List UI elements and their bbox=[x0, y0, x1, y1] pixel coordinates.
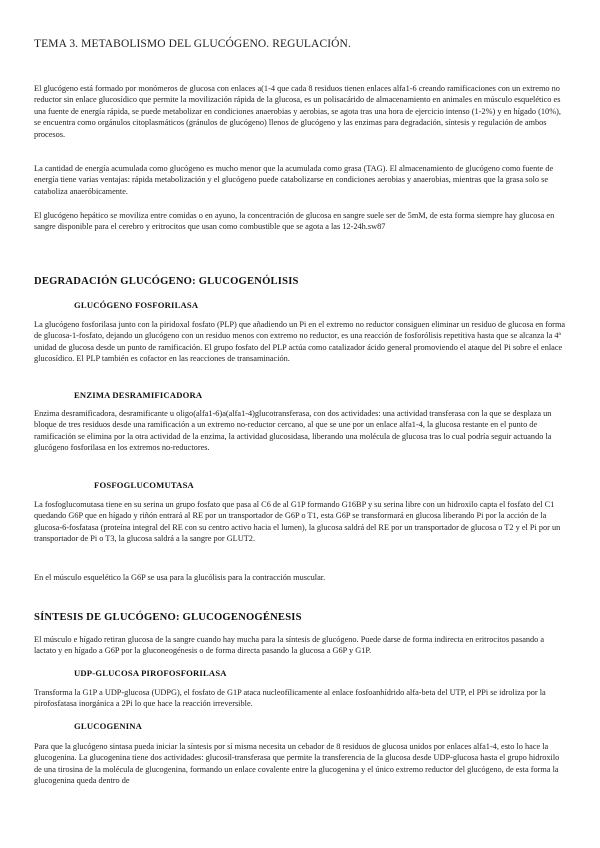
subheading-udp-glucosa-pirofosforilasa: UDP-GLUCOSA PIROFOSFORILASA bbox=[74, 668, 227, 678]
desramificadora-paragraph-wrap bbox=[34, 408, 566, 454]
fosforilasa-paragraph: La glucógeno fosforilasa junto con la piridoxal fosfato (PLP) que añadiendo un Pi en el extremo no reductor consiguen eliminar un residuo de glucosa en forma de glucosa-1-fosfato, dejando un glucógeno con un residuo menos con extremo no reductor, es una reacción de fosforólisis repetitiva hasta que se alcanza la 4ª unidad de glucosa desde un punto de ramificación. El grupo fosfato del PLP actúa como catalizador ácido general promoviendo el ataque del Pi sobre el enlace glucosídico. El PLP también es cofactor en las reacciones de transaminación. bbox=[34, 320, 566, 364]
udp-paragraph: Transforma la G1P a UDP-glucosa (UDPG), el fosfato de G1P ataca nucleofílicamente al enlace fosfoanhídrido alfa-beta del UTP, el PPi se idroliza por la pirofosfatasa inorgánica a 2Pi lo que hace la reacción irreversible. bbox=[34, 688, 546, 709]
subheading-glucogeno-fosforilasa: GLUCÓGENO FOSFORILASA bbox=[74, 300, 199, 310]
fosforilasa-paragraph-wrap bbox=[34, 319, 566, 365]
intro-paragraph-2-wrap bbox=[34, 163, 566, 197]
glucogenina-paragraph: Para que la glucógeno sintasa pueda iniciar la síntesis por sí misma necesita un cebador de 8 residuos de glucosa unidos por enlaces alfa1-4, esto lo hace la glucogenina. La glucogenina tiene dos actividades: glucosil-transferasa que permite la transferencia de la glucosa desde UDP-glucosa hasta el grupo hidroxilo de una tirosina de la molécula de glucogenina, formando un enlace covalente entre la glucogenina y el único extremo reductor del glucógeno, de esta forma la glucogenina queda dentro de bbox=[34, 742, 560, 786]
intro-paragraph-3: El glucógeno hepático se moviliza entre comidas o en ayuno, la concentración de glucosa en sangre suele ser de 5mM, de esta forma siempre hay glucosa en sangre disponible para el cerebro y eritrocitos que usan como combustible que se agota a las 12-24h.sw87 bbox=[34, 211, 555, 232]
fosfoglucomutasa-paragraph: La fosfoglucomutasa tiene en su serina un grupo fosfato que pasa al C6 de al G1P formando G16BP y su serina libre con un hidroxilo capta el fosfato del C1 quedando G6P que en hígado y riñón entrará al RE por un transportador de G6P o T1, esta G6P se transformará en glucosa liberando Pi por la acción de la glucosa-6-fosfatasa (proteína integral del RE con su centro activo hacia el lumen), la glucosa saldrá del RE por un transportador de glucosa o T2 y el Pi por un transportador de Pi o T3, la glucosa saldrá a la sangre por GLUT2. bbox=[34, 500, 561, 544]
musculo-paragraph: En el músculo esquelético la G6P se usa para la glucólisis para la contracción muscular. bbox=[34, 573, 326, 582]
intro-paragraph-2: La cantidad de energía acumulada como glucógeno es mucho menor que la acumulada como grasa (TAG). El almacenamiento de glucógeno como fuente de energía tiene varias ventajas: rápida metabolización y el glucógeno puede catabolizarse en condiciones aerobias y anaerobias, mientras que la grasa solo se cataboliza anaeróbicamente. bbox=[34, 164, 554, 196]
desramificadora-paragraph: Enzima desramificadora, desramificante u oligo(alfa1-6)a(alfa1-4)glucotransferasa, con dos actividades: una actividad transferasa con la que se desplaza un bloque de tres residuos desde una ramificación a un extremo no-reductor cercano, al que se une por un enlace alfa1-4, la glucosa restante en el punto de ramificación se elimina por la otra actividad de la enzima, la actividad glucosidasa, liberando una molécula de glucosa tras lo cual podría seguir actuando la glucógeno fosforilasa en los extremos no-reductores. bbox=[34, 409, 552, 453]
glucogenina-paragraph-wrap bbox=[34, 741, 566, 787]
intro-section bbox=[34, 83, 566, 140]
subheading-enzima-desramificadora: ENZIMA DESRAMIFICADORA bbox=[74, 390, 203, 400]
sintesis-paragraph-wrap bbox=[34, 634, 566, 657]
musculo-paragraph-wrap bbox=[34, 572, 566, 583]
udp-paragraph-wrap bbox=[34, 687, 566, 710]
intro-paragraph-3-wrap bbox=[34, 210, 566, 233]
section-heading-degradacion: DEGRADACIÓN GLUCÓGENO: GLUCOGENÓLISIS bbox=[34, 276, 299, 287]
fosfoglucomutasa-paragraph-wrap bbox=[34, 499, 566, 545]
sintesis-paragraph: El músculo e hígado retiran glucosa de la sangre cuando hay mucha para la síntesis de glucógeno. Puede darse de forma indirecta en eritrocitos pasando a lactato y en hígado a G6P por la gluconeogénesis o de forma directa pasando la glucosa a G6P y G1P. bbox=[34, 635, 545, 656]
section-heading-sintesis: SÍNTESIS DE GLUCÓGENO: GLUCOGENOGÉNESIS bbox=[34, 612, 302, 623]
intro-paragraph-1: El glucógeno está formado por monómeros de glucosa con enlaces a(1-4 que cada 8 residuos tienen enlaces alfa1-6 creando ramificaciones con un extremo no reductor sin enlace glucosídico que permite la movilización rápida de la glucosa, es un polisacárido de almacenamiento en animales en músculo esquelético es una fuente de energía rápida, se puede metabolizar en condiciones anaerobias y aerobias, se agota tras una hora de ejercicio intenso (1-2%) y en hígado (10%), se encuentra como orgánulos citoplasmáticos (gránulos de glucógeno) llenos de glucógeno y las enzimas para degradación, síntesis y regulación de ambos procesos. bbox=[34, 84, 561, 139]
subheading-fosfoglucomutasa: FOSFOGLUCOMUTASA bbox=[94, 480, 194, 490]
subheading-glucogenina: GLUCOGENINA bbox=[74, 721, 143, 731]
page-title: TEMA 3. METABOLISMO DEL GLUCÓGENO. REGULACIÓN. bbox=[34, 38, 351, 50]
